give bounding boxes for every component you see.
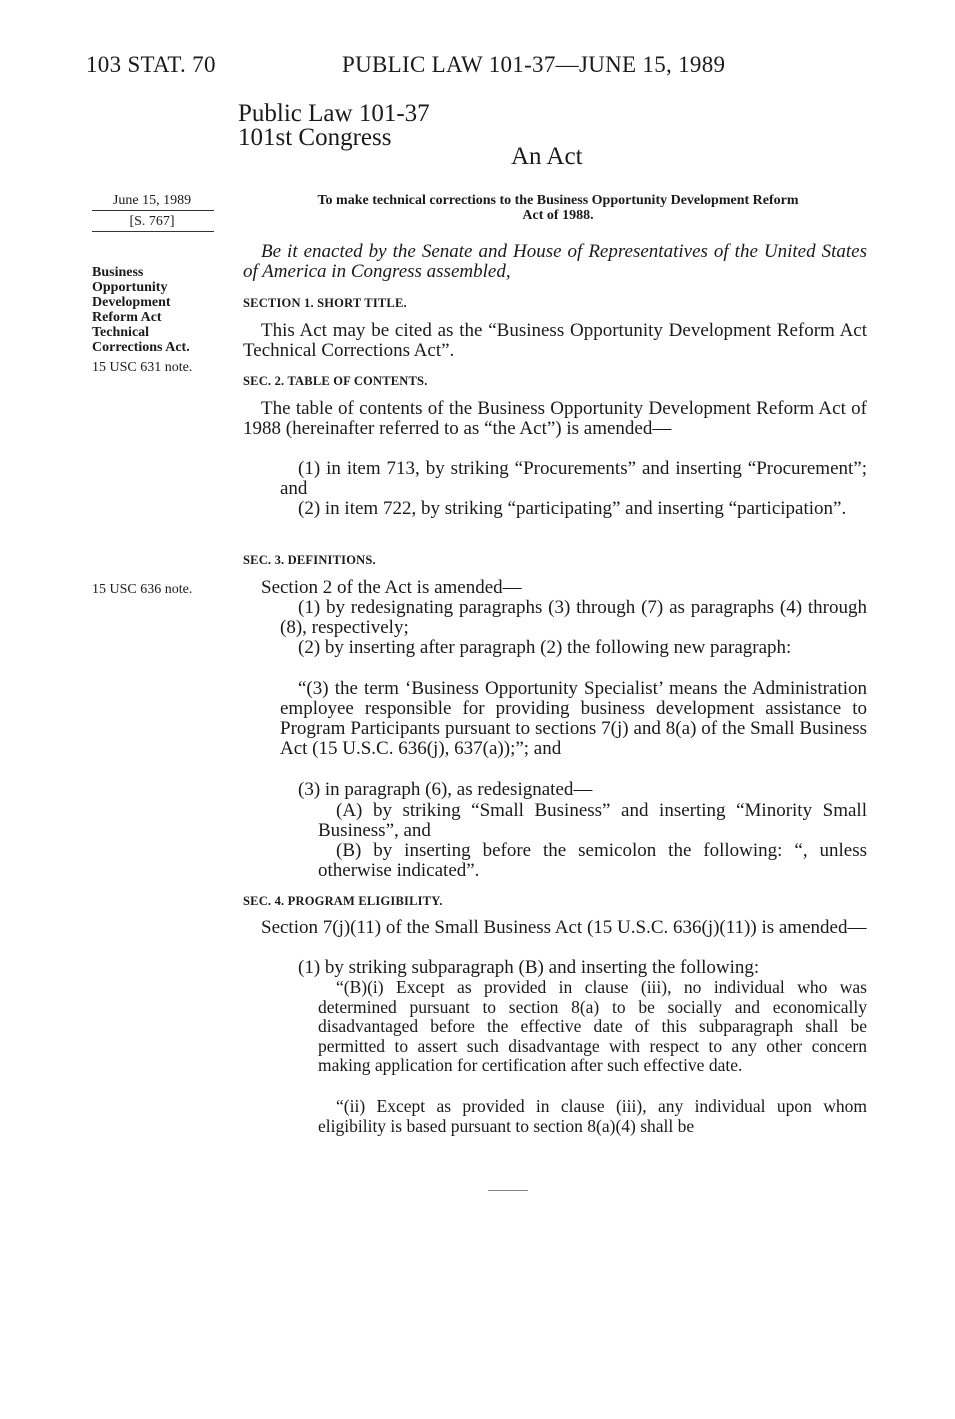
act-purpose: To make technical corrections to the Business Opportunity Development Reform Act of 1988. — [317, 193, 799, 223]
margin-bill-number: [S. 767] — [129, 214, 175, 229]
amendment-item: (1) in item 713, by striking “Procurements” and inserting “Procurement”; and — [280, 458, 867, 499]
amendment-subitem: (A) by striking “Small Business” and inserting “Minority Small Business”, and — [318, 800, 867, 841]
enacting-clause: Be it enacted by the Senate and House of Representatives of the United States of America in Congress assembled, — [243, 241, 867, 282]
margin-rule-top — [92, 210, 214, 211]
section-heading: SEC. 4. PROGRAM ELIGIBILITY. — [243, 894, 443, 908]
quoted-clause: “(B)(i) Except as provided in clause (iii), no individual who was determined pursuant to section 8(a) to be socially and economically disadvantaged before the effective date of this subparagraph shall be permitted to assert such disadvantage with respect to any other concern making application for certification after such effective date. — [318, 977, 867, 1075]
act-type: An Act — [511, 143, 583, 170]
section-heading: SEC. 2. TABLE OF CONTENTS. — [243, 374, 428, 388]
page-stat-number: 103 STAT. 70 — [86, 52, 216, 77]
congress-number: 101st Congress — [238, 124, 392, 151]
section-heading: SECTION 1. SHORT TITLE. — [243, 296, 407, 310]
section-heading: SEC. 3. DEFINITIONS. — [243, 553, 376, 567]
amendment-item: (1) by striking subparagraph (B) and inserting the following: — [298, 957, 760, 978]
amendment-item: (2) by inserting after paragraph (2) the following new paragraph: — [298, 637, 792, 658]
section-text: Section 7(j)(11) of the Small Business Act (15 U.S.C. 636(j)(11)) is amended— — [261, 917, 867, 938]
amendment-item: (2) in item 722, by striking “participating” and inserting “participation”. — [298, 498, 847, 519]
margin-short-title-note: Business Opportunity Development Reform Act Technical Corrections Act. — [92, 265, 190, 355]
scan-mark — [488, 1190, 528, 1191]
margin-usc-note: 15 USC 636 note. — [92, 582, 193, 597]
quoted-paragraph: “(3) the term ‘Business Opportunity Specialist’ means the Administration employee responsible for providing business development assistance to Program Participants pursuant to sections 7(j) and 8(a) of the Small Business Act (15 U.S.C. 636(j), 637(a));”; and — [280, 678, 867, 759]
law-number: Public Law 101-37 — [238, 100, 430, 127]
section-text: This Act may be cited as the “Business Opportunity Development Reform Act Technical Corrections Act”. — [243, 320, 867, 361]
running-header: PUBLIC LAW 101-37—JUNE 15, 1989 — [342, 52, 726, 77]
amendment-item: (1) by redesignating paragraphs (3) through (7) as paragraphs (4) through (8), respectively; — [280, 597, 867, 638]
amendment-item: (3) in paragraph (6), as redesignated— — [298, 779, 593, 800]
amendment-subitem: (B) by inserting before the semicolon the following: “, unless otherwise indicated”. — [318, 840, 867, 881]
margin-date: June 15, 1989 — [112, 193, 192, 208]
margin-rule-bottom — [92, 231, 214, 232]
quoted-clause: “(ii) Except as provided in clause (iii), any individual upon whom eligibility is based pursuant to section 8(a)(4) shall be — [318, 1096, 867, 1136]
margin-usc-note: 15 USC 631 note. — [92, 360, 193, 375]
section-text: The table of contents of the Business Opportunity Development Reform Act of 1988 (hereinafter referred to as “the Act”) is amended— — [243, 398, 867, 439]
section-text: Section 2 of the Act is amended— — [261, 577, 522, 598]
